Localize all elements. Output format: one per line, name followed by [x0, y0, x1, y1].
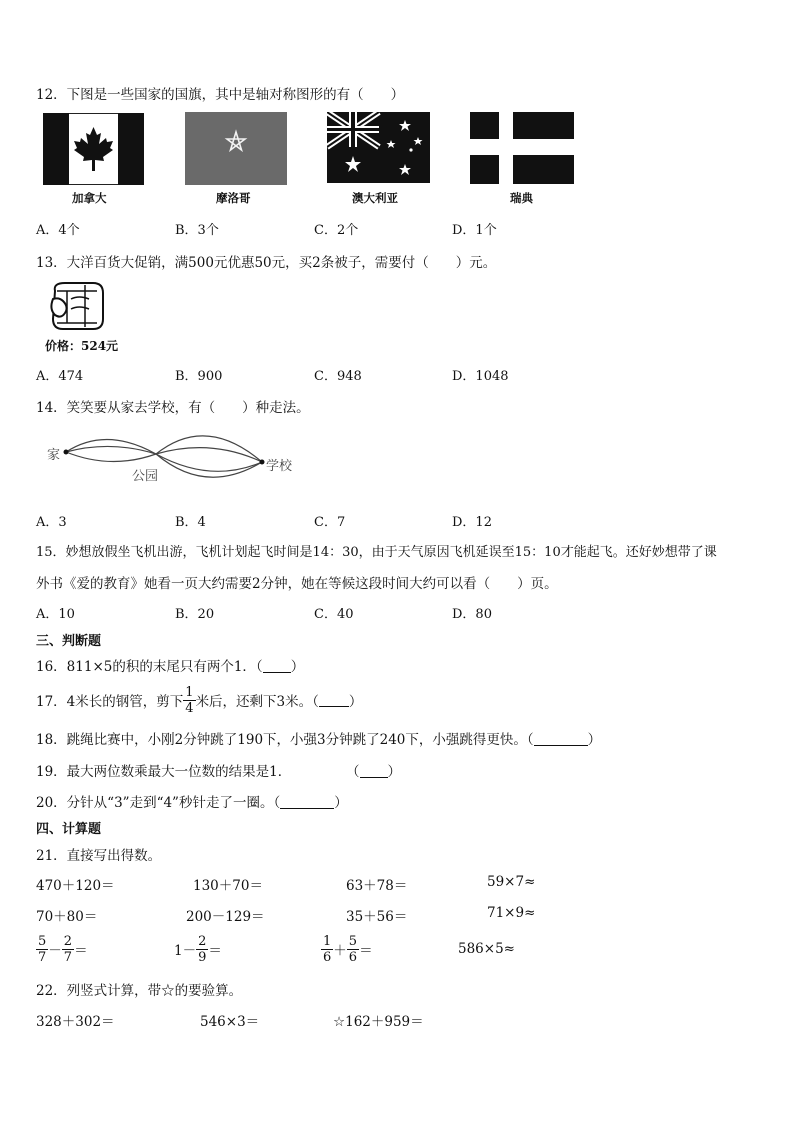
q12-option-d[interactable]: D．1个 [452, 223, 497, 238]
numerator: 1 [323, 933, 332, 949]
q13-option-c[interactable]: C．948 [314, 369, 362, 384]
q18-answer-blank[interactable] [534, 733, 588, 746]
denominator: 7 [63, 949, 73, 965]
fraction [321, 935, 333, 964]
q18-close: ） [587, 732, 602, 748]
fraction [62, 935, 74, 964]
q19-open: （ [346, 764, 360, 780]
quilt-image [45, 279, 107, 335]
section-title-judgement: 三、判断题 [36, 634, 102, 649]
q12-option-c[interactable]: C．2个 [314, 223, 359, 238]
q19-bracket [346, 760, 401, 780]
flag-label-canada: 加拿大 [72, 191, 107, 205]
calc-r1-4: 59×7≈ [487, 874, 536, 890]
denominator: 7 [38, 949, 47, 965]
q14-text: 14．笑笑要从家去学校，有（ ）种走法。 [36, 400, 310, 416]
calc-r3-3 [321, 930, 373, 968]
q17-post: 米后，还剩下3米。（ [195, 694, 319, 710]
q16-close: ） [290, 659, 305, 675]
q14-option-a[interactable]: A．3 [36, 515, 67, 530]
calc-r2-2: 200－129＝ [186, 909, 265, 925]
q14-option-b[interactable]: B．4 [175, 515, 206, 530]
numerator: 2 [63, 933, 73, 949]
flag-label-sweden: 瑞典 [510, 191, 533, 205]
q16-answer-blank[interactable] [263, 660, 291, 673]
q17 [36, 683, 362, 717]
equals: ＝ [359, 943, 373, 959]
q19-close: ） [387, 764, 401, 780]
q13-option-a[interactable]: A．474 [36, 369, 84, 384]
equals: ＝ [74, 943, 88, 959]
q13-option-d[interactable]: D．1048 [452, 369, 509, 384]
q18 [36, 728, 601, 748]
q15-line1: 15．妙想放假坐飞机出游，飞机计划起飞时间是14：30，由于天气原因飞机延误至15：10才能起飞。还好妙想带了课 [36, 545, 717, 560]
vertical-calc-2: 546×3＝ [200, 1014, 260, 1030]
vertical-calc-3: ☆162＋959＝ [333, 1014, 424, 1030]
fraction [36, 935, 48, 964]
q13-option-b[interactable]: B．900 [175, 369, 223, 384]
q14-option-d[interactable]: D．12 [452, 515, 492, 530]
calc-r2-4: 71×9≈ [487, 905, 536, 921]
equals: ＝ [208, 943, 222, 959]
denominator: 6 [348, 949, 358, 965]
q15-option-c[interactable]: C．40 [314, 607, 354, 622]
q17-fraction [183, 686, 195, 715]
label-park: 公园 [132, 469, 159, 484]
operator: ＋ [333, 943, 347, 959]
fraction [347, 935, 359, 964]
morocco-flag [185, 112, 287, 185]
flag-label-morocco: 摩洛哥 [216, 191, 251, 205]
fraction [196, 935, 208, 964]
q16-text: 16．811×5的积的末尾只有两个1．（ [36, 659, 263, 675]
q12-text: 12．下图是一些国家的国旗，其中是轴对称图形的有（ ） [36, 87, 405, 103]
q15-option-a[interactable]: A．10 [36, 607, 75, 622]
q20-answer-blank[interactable] [280, 796, 334, 809]
denominator: 6 [323, 949, 332, 965]
q13-text: 13．大洋百货大促销，满500元优惠50元，买2条被子，需要付（ ）元。 [36, 255, 497, 271]
q12-option-a[interactable]: A．4个 [36, 223, 80, 238]
numerator: 5 [38, 933, 47, 949]
q17-pre: 17．4米长的钢管，剪下 [36, 694, 184, 710]
label-home: 家 [47, 448, 61, 463]
q12-option-b[interactable]: B．3个 [175, 223, 219, 238]
q22-text: 22．列竖式计算，带☆的要验算。 [36, 983, 243, 999]
calc-r3-4: 586×5≈ [458, 941, 515, 957]
vertical-calc-1: 328＋302＝ [36, 1014, 115, 1030]
calc-r1-2: 130＋70＝ [193, 878, 263, 894]
q21-text: 21．直接写出得数。 [36, 848, 162, 864]
numerator: 2 [198, 933, 207, 949]
label-school: 学校 [266, 459, 293, 474]
flag-label-australia: 澳大利亚 [352, 191, 398, 205]
calc-r3-2 [174, 930, 222, 968]
denominator: 9 [198, 949, 207, 965]
canada-flag [43, 113, 144, 185]
calc-r2-1: 70＋80＝ [36, 909, 98, 925]
calc-r1-3: 63＋78＝ [346, 878, 408, 894]
australia-flag [327, 112, 430, 183]
q15-option-b[interactable]: B．20 [175, 607, 215, 622]
q20 [36, 791, 348, 811]
q14-option-c[interactable]: C．7 [314, 515, 346, 530]
price-label: 价格：524元 [45, 339, 119, 353]
calc-r2-3: 35＋56＝ [346, 909, 408, 925]
q17-numerator: 1 [185, 684, 194, 700]
calc-r1-1: 470＋120＝ [36, 878, 115, 894]
q20-close: ） [334, 795, 348, 811]
sweden-flag [470, 112, 574, 184]
operator: － [48, 943, 62, 959]
q17-answer-blank[interactable] [319, 694, 349, 707]
q17-close: ） [348, 694, 363, 710]
section-title-calculation: 四、计算题 [36, 822, 102, 837]
q18-text: 18．跳绳比赛中，小刚2分钟跳了190下，小强3分钟跳了240下，小强跳得更快。（ [36, 732, 534, 748]
q16 [36, 655, 304, 675]
q15-option-d[interactable]: D．80 [452, 607, 492, 622]
q19-text: 19．最大两位数乘最大一位数的结果是1． [36, 764, 292, 780]
q17-denominator: 4 [185, 700, 194, 716]
q19-answer-blank[interactable] [360, 765, 388, 778]
q20-text: 20．分针从“3”走到“4”秒针走了一圈。（ [36, 795, 281, 811]
calc-r3-1 [36, 930, 88, 968]
minuend: 1－ [174, 943, 197, 959]
q15-line2: 外书《爱的教育》她看一页大约需要2分钟，她在等候这段时间大约可以看（ ）页。 [36, 576, 558, 592]
numerator: 5 [348, 933, 358, 949]
